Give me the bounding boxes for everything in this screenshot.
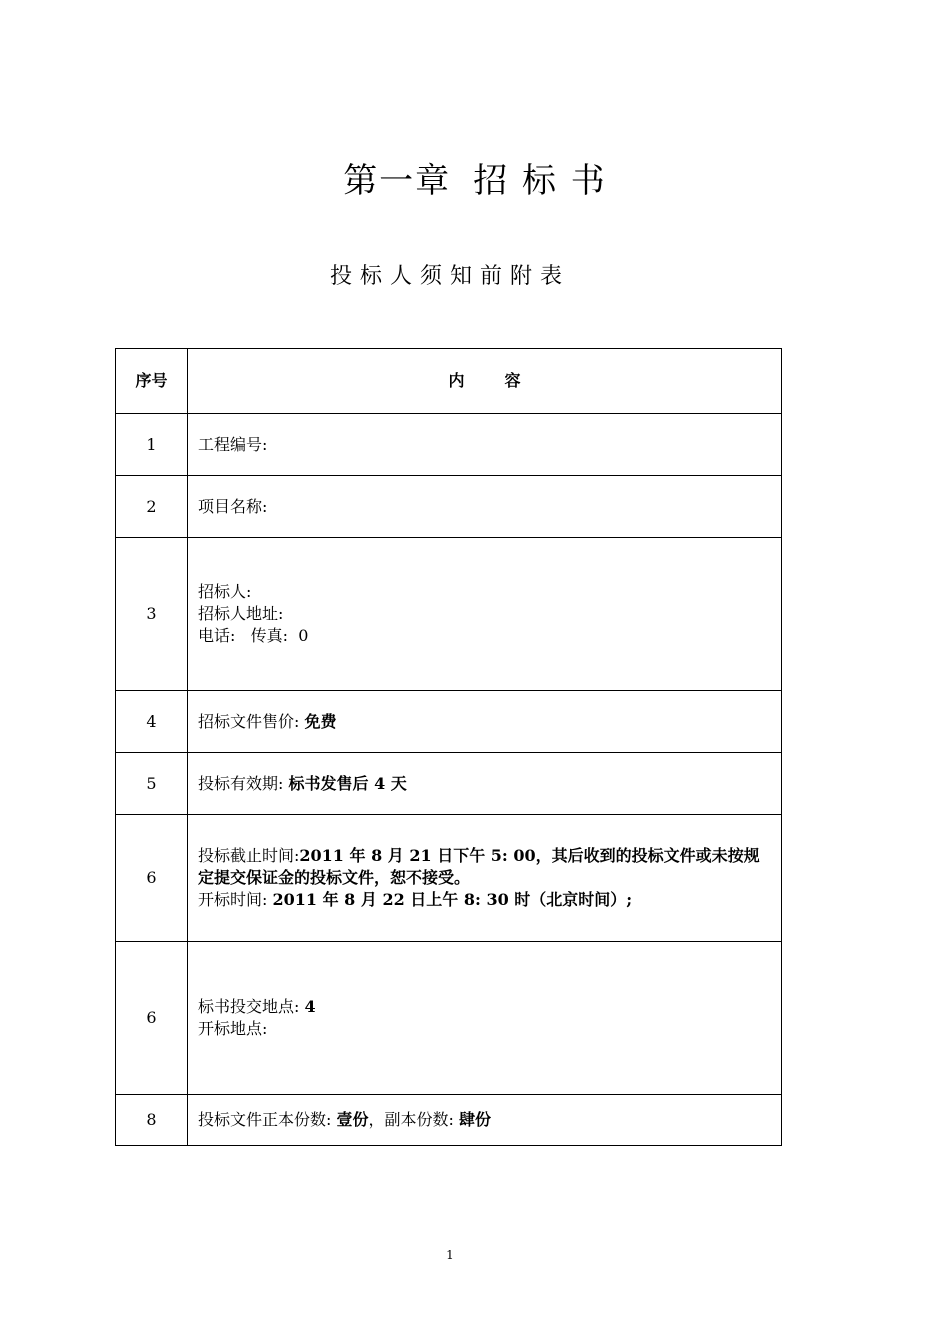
table-row [116,753,782,815]
chapter-title-part1: 第一章 [343,161,452,201]
duplicate-copies-value: 肆份 [459,1110,492,1129]
project-number-label: 工程编号: [198,434,268,454]
table-row [116,476,782,538]
table-row [116,1095,782,1146]
table-row [116,538,782,691]
row-num: 6 [116,815,188,942]
row-content [188,1095,782,1146]
row-content [188,414,782,476]
submission-place-label: 标书投交地点: [198,997,300,1016]
row-content [188,753,782,815]
info-table [115,348,782,1146]
opening-time-value: 2011 年 8 月 22 日上午 8: 30 时（北京时间）; [272,890,633,909]
validity-label: 投标有效期: [198,773,284,793]
page-subtitle: 投标人须知前附表 [329,264,570,289]
opening-place-label: 开标地点: [198,1019,268,1038]
tenderer-label: 招标人: [198,582,252,601]
row-content [188,942,782,1095]
row-num: 2 [116,476,188,538]
deadline-value: 2011 年 8 月 21 日下午 5: 00，其后收到的投标文件或未按规定提交保证金的投标文件，恕不接受。 [198,846,760,887]
submission-place-value: 4 [304,997,316,1016]
opening-time-label: 开标时间: [198,890,268,909]
doc-price-value: 免费 [304,711,337,731]
project-name-label: 项目名称: [198,496,268,516]
row-content [188,476,782,538]
phone-fax-label: 电话: 传真: 0 [198,626,309,645]
table-row [116,815,782,942]
validity-value: 标书发售后 4 天 [288,773,407,793]
row-content [188,691,782,753]
header-content-a: 内 [448,371,465,390]
doc-price-label: 招标文件售价: [198,711,300,731]
table-header-row [116,349,782,414]
row-num: 8 [116,1095,188,1146]
duplicate-copies-label: ，副本份数: [368,1110,454,1129]
table-row [116,942,782,1095]
deadline-label: 投标截止时间: [198,846,300,865]
table-row [116,414,782,476]
tenderer-address-label: 招标人地址: [198,604,284,623]
table-row [116,691,782,753]
row-num: 5 [116,753,188,815]
row-num: 3 [116,538,188,691]
original-copies-label: 投标文件正本份数: [198,1110,332,1129]
row-num: 4 [116,691,188,753]
chapter-title [0,153,950,202]
original-copies-value: 壹份 [336,1110,369,1129]
row-num: 1 [116,414,188,476]
row-content [188,538,782,691]
chapter-title-part2: 招 标 书 [473,161,607,201]
header-content [188,349,782,414]
header-content-b: 容 [504,371,521,390]
row-num: 6 [116,942,188,1095]
row-content [188,815,782,942]
page-number: 1 [446,1248,454,1262]
header-num: 序号 [116,349,188,414]
